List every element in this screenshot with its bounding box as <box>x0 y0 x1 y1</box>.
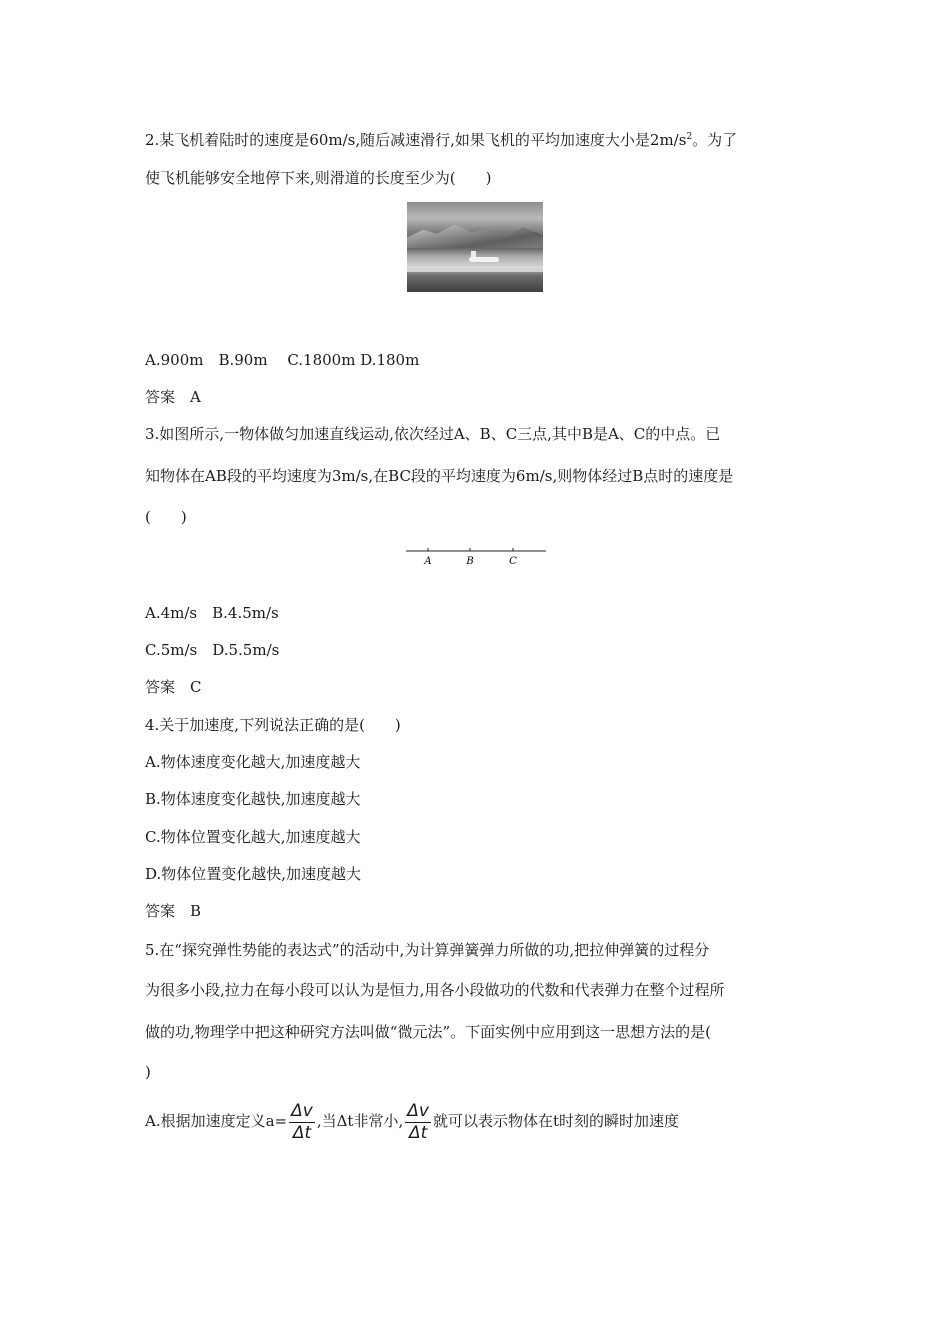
q3-stem-line3: ( ) <box>145 508 187 526</box>
q2-stem-line1: 2.某飞机着陆时的速度是60m/s,随后减速滑行,如果飞机的平均加速度大小是$2m/s^2$。为了 <box>145 131 738 149</box>
q3-options-2: C.5m/s D.5.5m/s <box>145 641 280 659</box>
q2-options: A.900m B.90m C.1800m D.180m <box>145 351 420 369</box>
label-c: C <box>509 556 517 567</box>
airplane-landing-photo <box>407 202 543 292</box>
q2-answer: 答案 A <box>145 388 201 406</box>
q5-stem-line2: 为很多小段,拉力在每小段可以认为是恒力,用各小段做功的代数和代表弹力在整个过程所 <box>145 981 725 999</box>
q5-stem-line3: 做的功,物理学中把这种研究方法叫做“微元法”。下面实例中应用到这一思想方法的是( <box>145 1023 711 1041</box>
q2-stem-line2: 使飞机能够安全地停下来,则滑道的长度至少为( ) <box>145 169 492 187</box>
q4-option-c: C.物体位置变化越大,加速度越大 <box>145 828 361 846</box>
abc-line-diagram <box>405 543 547 571</box>
q4-answer: 答案 B <box>145 902 202 920</box>
q5-stem-line4: ) <box>145 1063 151 1081</box>
q4-stem: 4.关于加速度,下列说法正确的是( ) <box>145 716 401 734</box>
label-b: B <box>466 556 474 567</box>
q5-option-a: A.根据加速度定义a= $\frac{\Delta v}{\Delta t}$ ,当Δt非常小, $\frac{\Delta v}{\Delta t}$ 就可以表示物体在t时刻的瞬时加速度 <box>145 1100 679 1143</box>
label-a: A <box>424 556 432 567</box>
q5-stem-line1: 5.在“探究弹性势能的表达式”的活动中,为计算弹簧弹力所做的功,把拉伸弹簧的过程分 <box>145 941 710 959</box>
q4-option-b: B.物体速度变化越快,加速度越大 <box>145 790 361 808</box>
q3-stem-line1: 3.如图所示,一物体做匀加速直线运动,依次经过A、B、C三点,其中B是A、C的中点。已 <box>145 425 721 443</box>
q3-stem-line2: 知物体在AB段的平均速度为3m/s,在BC段的平均速度为6m/s,则物体经过B点时的速度是 <box>145 467 734 485</box>
delta-v-over-delta-t-fraction: $\frac{\Delta v}{\Delta t}$ <box>291 1100 313 1143</box>
q3-answer: 答案 C <box>145 678 202 696</box>
q4-option-d: D.物体位置变化越快,加速度越大 <box>145 865 362 883</box>
q4-option-a: A.物体速度变化越大,加速度越大 <box>145 753 361 771</box>
delta-v-over-delta-t-fraction-2: $\frac{\Delta v}{\Delta t}$ <box>407 1100 429 1143</box>
q3-options-1: A.4m/s B.4.5m/s <box>145 604 279 622</box>
